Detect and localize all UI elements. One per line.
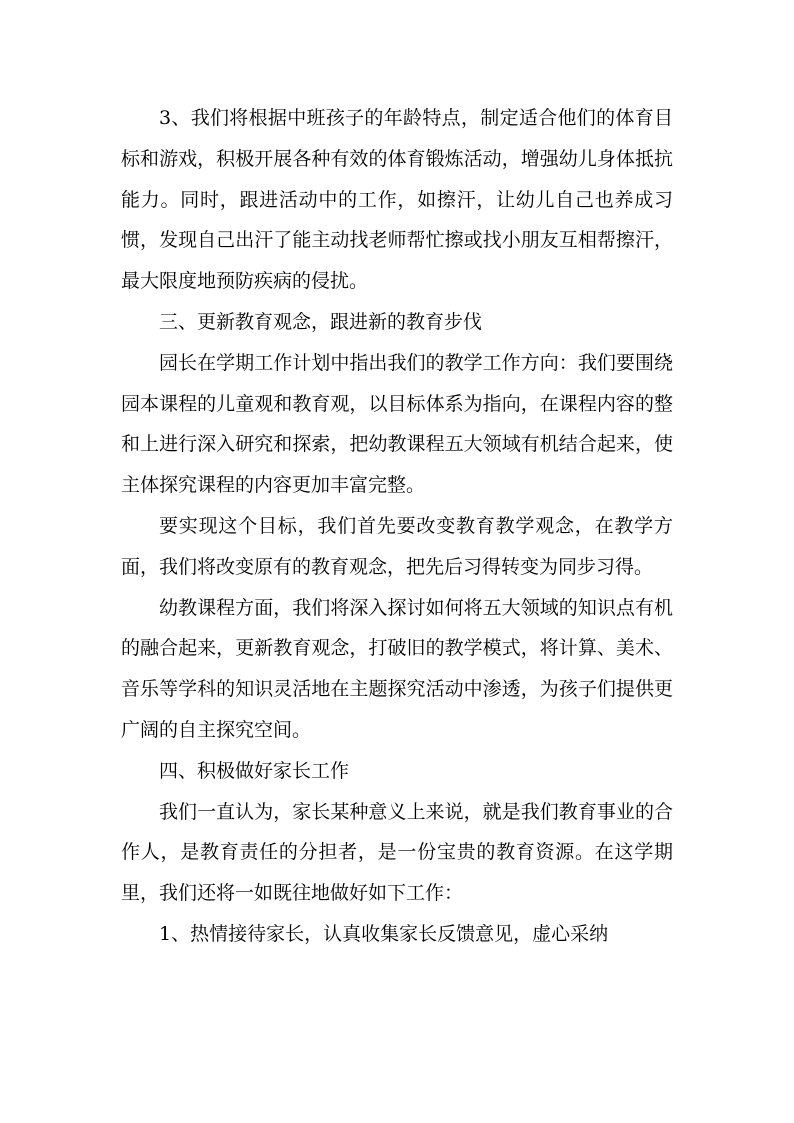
paragraph-parents: 我们一直认为，家长某种意义上来说，就是我们教育事业的合作人，是教育责任的分担者，是一份宝贵的教育资源。在这学期里，我们还将一如既往地做好如下工作： — [121, 800, 673, 905]
document-body — [121, 98, 673, 955]
paragraph-pe-health: 3、我们将根据中班孩子的年龄特点，制定适合他们的体育目标和游戏，积极开展各种有效的体育锻炼活动，增强幼儿身体抵抗能力。同时，跟进活动中的工作，如擦汗，让幼儿自己也养成习惯，发现自己出汗了能主动找老师帮忙擦或找小朋友互相帮擦汗，最大限度地预防疾病的侵扰。 — [121, 107, 673, 293]
paragraph-curriculum: 幼教课程方面，我们将深入探讨如何将五大领域的知识点有机的融合起来，更新教育观念，打破旧的教学模式，将计算、美术、音乐等学科的知识灵活地在主题探究活动中渗透，为孩子们提供更广阔的自主探究空间。 — [121, 596, 673, 741]
paragraph-teaching-direction: 园长在学期工作计划中指出我们的教学工作方向：我们要围绕园本课程的儿童观和教育观，以目标体系为指向，在课程内容的整和上进行深入研究和探索，把幼教课程五大领域有机结合起来，使主体探究课程的内容更加丰富完整。 — [121, 351, 673, 497]
paragraph-change-concepts: 要实现这个目标，我们首先要改变教育教学观念，在教学方面，我们将改变原有的教育观念，把先后习得转变为同步习得。 — [121, 514, 673, 578]
paragraph-item-1: 1、热情接待家长，认真收集家长反馈意见，虚心采纳 — [159, 922, 609, 945]
section-heading-3: 三、更新教育观念，跟进新的教育步伐 — [159, 310, 483, 333]
section-heading-4: 四、积极做好家长工作 — [159, 759, 350, 782]
